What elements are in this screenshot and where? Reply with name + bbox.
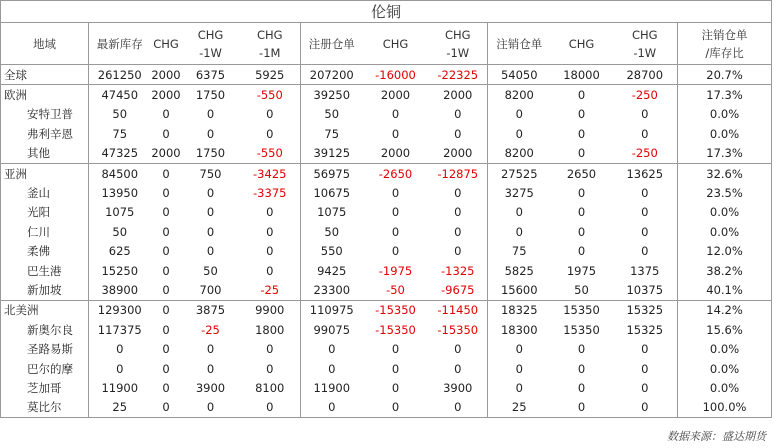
value-cell: 11900: [89, 378, 151, 397]
value-cell: 5825: [488, 261, 551, 280]
value-cell: 0: [454, 126, 462, 141]
value-cell: 8100: [255, 380, 285, 395]
column-header: [488, 23, 551, 65]
value-cell: 23.5%: [678, 183, 772, 202]
region-name-cell: 安特卫普: [1, 105, 89, 124]
region-name-cell: 其他: [1, 144, 89, 164]
value-cell: 0: [89, 359, 151, 378]
value-cell: 1975: [566, 263, 597, 278]
value-cell: 0: [206, 361, 215, 376]
warehouse-row: [1, 339, 772, 358]
value-cell: 0: [151, 398, 182, 418]
value-cell: 13950: [89, 183, 151, 202]
value-cell: 1750: [195, 146, 226, 161]
region-name-cell: 圣路易斯: [1, 339, 89, 358]
value-cell: 6375: [182, 65, 240, 85]
value-cell: 2000: [429, 85, 488, 105]
value-cell: 0: [488, 359, 551, 378]
value-cell: 0: [301, 359, 363, 378]
value-cell: 0.0%: [678, 222, 772, 241]
value-cell: 0: [488, 203, 551, 222]
value-cell: 0: [454, 186, 462, 201]
value-cell: 0: [577, 224, 586, 239]
value-cell: 15600: [488, 280, 551, 300]
value-cell: 75: [301, 124, 363, 143]
value-cell: -15350: [437, 322, 479, 337]
value-cell: 50: [301, 222, 363, 241]
value-cell: 0: [206, 244, 215, 259]
value-cell: 15.6%: [678, 320, 772, 339]
column-header-line: CHG: [631, 27, 658, 42]
value-cell: 40.1%: [678, 280, 772, 300]
column-header: [301, 23, 363, 65]
region-row: [1, 85, 772, 105]
value-cell: 0: [162, 322, 170, 337]
value-cell: 0: [488, 105, 551, 124]
value-cell: 0: [162, 126, 170, 141]
value-cell: 0: [454, 205, 462, 220]
region-name-cell: 釜山: [1, 183, 89, 202]
value-cell: 0: [206, 342, 215, 357]
table-title: 伦铜: [1, 1, 772, 23]
value-cell: 99075: [301, 320, 363, 339]
value-cell: 0: [162, 186, 170, 201]
value-cell: 15325: [626, 322, 664, 337]
warehouse-row: [1, 398, 772, 418]
value-cell: 20.7%: [678, 65, 772, 85]
value-cell: 2000: [380, 146, 411, 161]
value-cell: 5925: [240, 65, 301, 85]
column-header-line: 注销仓单: [701, 27, 748, 42]
value-cell: 2000: [151, 85, 182, 105]
value-cell: 2000: [363, 85, 429, 105]
value-cell: 700: [199, 282, 222, 297]
value-cell: 0: [577, 146, 586, 161]
value-cell: -25: [201, 322, 220, 337]
value-cell: 0: [454, 224, 462, 239]
value-cell: 0: [429, 398, 488, 418]
region-name-cell: 柔佛: [1, 242, 89, 261]
value-cell: 84500: [89, 163, 151, 183]
value-cell: 27525: [488, 163, 551, 183]
value-cell: 15250: [89, 261, 151, 280]
value-cell: 0: [577, 107, 586, 122]
value-cell: 0.0%: [678, 124, 772, 143]
value-cell: 12.0%: [678, 242, 772, 261]
column-header-line: 地域: [33, 36, 56, 51]
value-cell: 25: [89, 398, 151, 418]
region-name-cell: 新加坡: [1, 280, 89, 300]
value-cell: 15350: [551, 300, 613, 320]
value-cell: -11450: [429, 300, 488, 320]
value-cell: 0: [641, 205, 649, 220]
value-cell: 261250: [89, 65, 151, 85]
value-cell: 750: [182, 163, 240, 183]
value-cell: -12875: [429, 163, 488, 183]
value-cell: 0: [454, 107, 462, 122]
value-cell: 50: [574, 282, 589, 297]
value-cell: 0.0%: [678, 359, 772, 378]
value-cell: 2000: [151, 146, 181, 161]
value-cell: 0: [454, 361, 462, 376]
value-cell: 0: [206, 205, 215, 220]
value-cell: 23300: [301, 280, 363, 300]
value-cell: -15350: [375, 322, 416, 337]
value-cell: 50: [89, 222, 151, 241]
value-cell: 0: [613, 398, 678, 418]
value-cell: 0: [641, 126, 649, 141]
value-cell: -15350: [363, 300, 429, 320]
region-name-cell: 光阳: [1, 203, 89, 222]
value-cell: 0: [391, 107, 400, 122]
value-cell: 75: [89, 124, 151, 143]
column-header: [551, 23, 613, 65]
value-cell: 1375: [630, 263, 660, 278]
value-cell: 0: [488, 222, 551, 241]
region-name-cell: 芝加哥: [1, 378, 89, 397]
region-name-cell: 弗利辛恩: [1, 124, 89, 143]
value-cell: 0: [577, 342, 586, 357]
value-cell: 18325: [488, 300, 551, 320]
region-name-cell: 巴尔的摩: [1, 359, 89, 378]
value-cell: 0.0%: [678, 105, 772, 124]
value-cell: 54050: [488, 65, 551, 85]
value-cell: 0: [162, 380, 170, 395]
value-cell: -1975: [378, 263, 413, 278]
value-cell: 38.2%: [678, 261, 772, 280]
value-cell: 25: [488, 398, 551, 418]
value-cell: 3275: [488, 183, 551, 202]
value-cell: 0: [206, 126, 215, 141]
value-cell: 0: [162, 282, 170, 297]
value-cell: 0: [240, 398, 301, 418]
value-cell: 0: [206, 224, 215, 239]
region-name-cell: 欧洲: [1, 85, 89, 105]
value-cell: 0: [577, 244, 586, 259]
value-cell: 207200: [301, 65, 363, 85]
title-row: [1, 1, 772, 23]
value-cell: 17.3%: [678, 85, 772, 105]
value-cell: 0: [391, 361, 400, 376]
value-cell: 0: [206, 107, 215, 122]
value-cell: 0: [182, 398, 240, 418]
value-cell: 0: [266, 126, 274, 141]
value-cell: 14.2%: [678, 300, 772, 320]
column-header: [363, 23, 429, 65]
value-cell: -3425: [240, 163, 301, 183]
value-cell: -22325: [429, 65, 488, 85]
column-header-line: 注销仓单: [496, 36, 543, 51]
value-cell: 11900: [301, 378, 363, 397]
value-cell: 0: [391, 244, 400, 259]
value-cell: 8200: [488, 85, 551, 105]
warehouse-row: [1, 378, 772, 397]
value-cell: 0: [488, 124, 551, 143]
value-cell: -2650: [363, 163, 429, 183]
column-header: [1, 23, 89, 65]
value-cell: 0: [363, 398, 429, 418]
value-cell: 1075: [89, 203, 151, 222]
column-header-line: CHG: [568, 36, 595, 51]
value-cell: 0: [641, 244, 649, 259]
value-cell: 17.3%: [678, 144, 772, 164]
value-cell: 0: [577, 361, 586, 376]
value-cell: 1750: [182, 85, 240, 105]
value-cell: 0: [301, 398, 363, 418]
value-cell: 0: [577, 205, 586, 220]
value-cell: 0: [488, 378, 551, 397]
value-cell: 0: [551, 85, 613, 105]
region-name-cell: 新奥尔良: [1, 320, 89, 339]
region-name-cell: 亚洲: [1, 163, 89, 183]
column-header-line: 最新库存: [96, 36, 143, 51]
value-cell: 2650: [551, 163, 613, 183]
column-header-line: -1W: [446, 45, 470, 60]
value-cell: 0: [266, 107, 274, 122]
value-cell: 0: [162, 342, 170, 357]
region-row: [1, 163, 772, 183]
header-row: [1, 23, 772, 65]
warehouse-row: [1, 105, 772, 124]
value-cell: 50: [89, 105, 151, 124]
value-cell: 18000: [551, 65, 613, 85]
value-cell: 0: [391, 205, 400, 220]
value-cell: 0.0%: [678, 339, 772, 358]
value-cell: 10375: [626, 282, 664, 297]
region-row: [1, 65, 772, 85]
value-cell: 15350: [563, 322, 600, 337]
value-cell: 0: [641, 361, 649, 376]
value-cell: 39125: [301, 144, 363, 164]
warehouse-row: [1, 359, 772, 378]
value-cell: -550: [240, 85, 301, 105]
value-cell: 2000: [151, 65, 182, 85]
column-header-line: CHG: [153, 36, 179, 51]
value-cell: -9675: [441, 282, 475, 297]
column-header-line: -1M: [259, 45, 281, 60]
value-cell: 0: [641, 107, 649, 122]
warehouse-row: [1, 183, 772, 202]
value-cell: -550: [256, 146, 283, 161]
value-cell: 3900: [195, 380, 226, 395]
value-cell: 50: [301, 105, 363, 124]
column-header-line: -1W: [633, 45, 657, 60]
warehouse-row: [1, 242, 772, 261]
value-cell: 8200: [488, 144, 551, 164]
value-cell: 75: [488, 242, 551, 261]
value-cell: 1800: [255, 322, 285, 337]
region-row: [1, 300, 772, 320]
column-header: [429, 23, 488, 65]
value-cell: -250: [613, 85, 678, 105]
value-cell: 0: [551, 398, 613, 418]
region-name-cell: 北美洲: [1, 300, 89, 320]
column-header-line: CHG: [197, 27, 224, 42]
value-cell: 0: [391, 126, 400, 141]
value-cell: 0: [266, 361, 274, 376]
value-cell: 47325: [89, 144, 151, 164]
value-cell: 0: [454, 342, 462, 357]
value-cell: 0: [391, 380, 400, 395]
column-header-line: CHG: [256, 27, 283, 42]
value-cell: 3875: [182, 300, 240, 320]
value-cell: 15325: [613, 300, 678, 320]
value-cell: 0: [89, 339, 151, 358]
value-cell: 0: [162, 205, 170, 220]
value-cell: 9900: [240, 300, 301, 320]
value-cell: 0: [266, 224, 274, 239]
column-header-line: 注册仓单: [308, 36, 355, 51]
column-header-line: CHG: [444, 27, 471, 42]
value-cell: 0.0%: [678, 203, 772, 222]
warehouse-row: [1, 144, 772, 164]
value-cell: 0: [641, 342, 649, 357]
value-cell: 0: [301, 339, 363, 358]
value-cell: 0: [206, 186, 215, 201]
column-header: [240, 23, 301, 65]
value-cell: 32.6%: [678, 163, 772, 183]
value-cell: 0: [641, 224, 649, 239]
value-cell: 0: [162, 244, 170, 259]
value-cell: 625: [89, 242, 151, 261]
value-cell: 0: [162, 361, 170, 376]
value-cell: 0: [162, 107, 170, 122]
value-cell: 38900: [89, 280, 151, 300]
warehouse-row: [1, 203, 772, 222]
warehouse-row: [1, 280, 772, 300]
column-header: [89, 23, 151, 65]
value-cell: 0: [391, 342, 400, 357]
value-cell: 0: [577, 126, 586, 141]
value-cell: -3375: [253, 186, 287, 201]
value-cell: 0: [488, 339, 551, 358]
value-cell: 0.0%: [678, 378, 772, 397]
value-cell: 550: [301, 242, 363, 261]
value-cell: -250: [631, 146, 658, 161]
value-cell: 110975: [301, 300, 363, 320]
warehouse-row: [1, 261, 772, 280]
value-cell: 0: [266, 244, 274, 259]
column-header: [678, 23, 772, 65]
value-cell: 0: [577, 380, 586, 395]
value-cell: 0: [162, 224, 170, 239]
value-cell: 0: [641, 186, 649, 201]
value-cell: 0: [641, 380, 649, 395]
value-cell: 100.0%: [678, 398, 772, 418]
value-cell: 0: [391, 186, 400, 201]
value-cell: 50: [203, 263, 218, 278]
value-cell: 0: [577, 186, 586, 201]
value-cell: 47450: [89, 85, 151, 105]
column-header-line: CHG: [382, 36, 409, 51]
value-cell: 0: [162, 263, 170, 278]
data-source-note: 数据来源：盛达期货: [667, 430, 766, 443]
value-cell: 39250: [301, 85, 363, 105]
column-header: [151, 23, 182, 65]
region-name-cell: 仁川: [1, 222, 89, 241]
value-cell: 0: [266, 342, 274, 357]
value-cell: -25: [260, 282, 280, 297]
warehouse-row: [1, 124, 772, 143]
region-name-cell: 全球: [1, 65, 89, 85]
value-cell: 3900: [443, 380, 473, 395]
region-name-cell: 莫比尔: [1, 398, 89, 418]
value-cell: 0: [454, 244, 462, 259]
column-header: [613, 23, 678, 65]
value-cell: -16000: [363, 65, 429, 85]
value-cell: -1325: [441, 263, 475, 278]
value-cell: 13625: [613, 163, 678, 183]
value-cell: 0: [391, 224, 400, 239]
column-header-line: -1W: [199, 45, 222, 60]
value-cell: 0: [151, 300, 182, 320]
value-cell: 129300: [89, 300, 151, 320]
warehouse-row: [1, 222, 772, 241]
value-cell: 18300: [488, 320, 551, 339]
warehouse-row: [1, 320, 772, 339]
value-cell: 9425: [301, 261, 363, 280]
region-name-cell: 巴生港: [1, 261, 89, 280]
value-cell: 1075: [301, 203, 363, 222]
column-header-line: /库存比: [705, 45, 744, 60]
value-cell: 117375: [89, 320, 151, 339]
value-cell: 0: [151, 163, 182, 183]
value-cell: 2000: [443, 146, 473, 161]
value-cell: 0: [266, 263, 274, 278]
value-cell: 0: [266, 205, 274, 220]
value-cell: 28700: [613, 65, 678, 85]
value-cell: 10675: [301, 183, 363, 202]
value-cell: 56975: [301, 163, 363, 183]
column-header: [182, 23, 240, 65]
value-cell: -50: [386, 282, 405, 297]
